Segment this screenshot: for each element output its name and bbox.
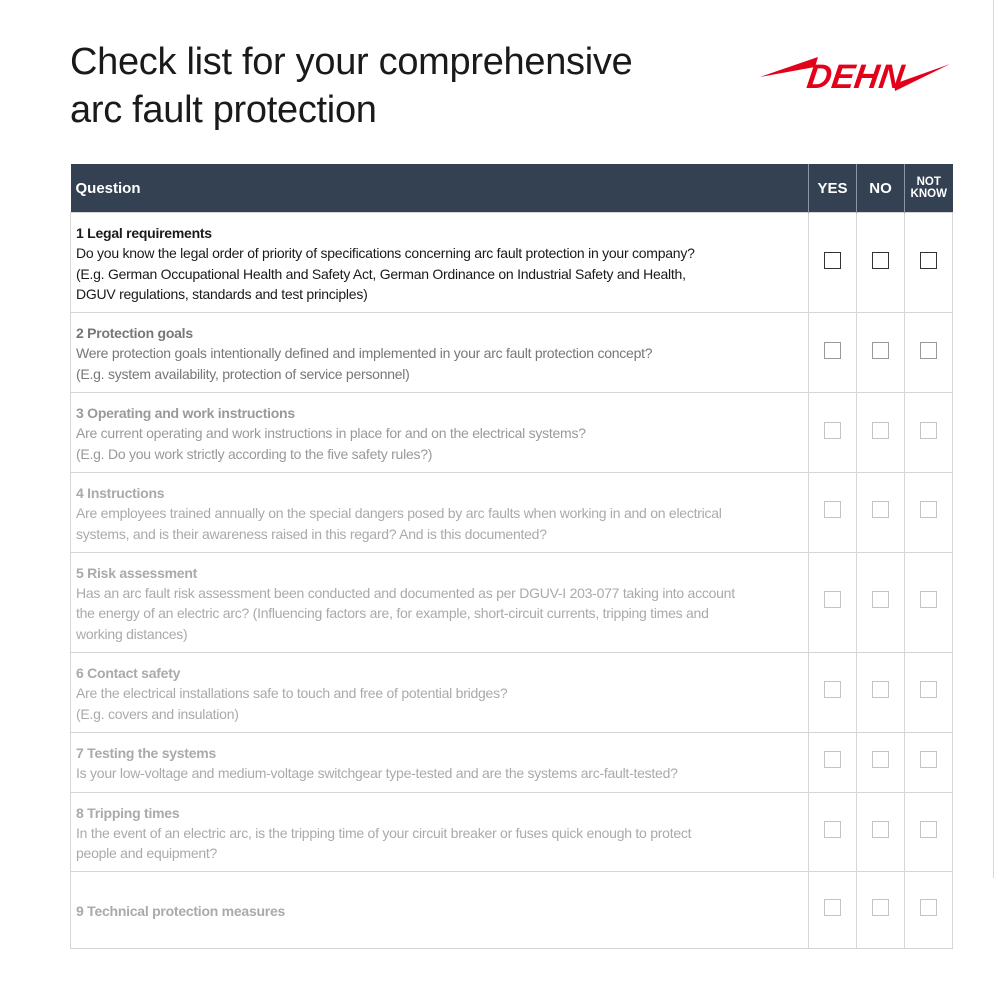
checkbox-not-know[interactable] bbox=[920, 342, 937, 359]
header-not-know-line1: NOT bbox=[916, 176, 941, 188]
checkbox-no[interactable] bbox=[872, 422, 889, 439]
table-row bbox=[71, 792, 953, 872]
checkbox-yes[interactable] bbox=[824, 821, 841, 838]
answer-cell-no bbox=[857, 653, 905, 733]
answer-cell-not-know bbox=[905, 313, 953, 393]
svg-text:DEHN: DEHN bbox=[804, 58, 907, 96]
checklist-table bbox=[70, 164, 953, 949]
header-not-know-line2: KNOW bbox=[910, 188, 947, 200]
question-text-line: systems, and is their awareness raised in this regard? And is this documented? bbox=[76, 525, 547, 542]
checkbox-yes[interactable] bbox=[824, 501, 841, 518]
answer-cell-yes bbox=[809, 213, 857, 313]
question-text-line: Were protection goals intentionally defined and implemented in your arc fault protection concept? bbox=[76, 345, 653, 362]
answer-cell-no bbox=[857, 792, 905, 872]
header-not-know bbox=[905, 164, 953, 213]
checkbox-yes[interactable] bbox=[824, 751, 841, 768]
answer-cell-no bbox=[857, 393, 905, 473]
question-heading: 4 Instructions bbox=[76, 484, 165, 501]
checkbox-yes[interactable] bbox=[824, 252, 841, 269]
checkbox-no[interactable] bbox=[872, 821, 889, 838]
table-row bbox=[71, 872, 953, 949]
question-cell bbox=[71, 872, 809, 949]
table-row bbox=[71, 732, 953, 792]
question-text-line: Are the electrical installations safe to touch and free of potential bridges? bbox=[76, 685, 508, 702]
table-row bbox=[71, 472, 953, 552]
header-yes: YES bbox=[809, 164, 857, 213]
table-header-row bbox=[71, 164, 953, 213]
table-row bbox=[71, 213, 953, 313]
table-row bbox=[71, 393, 953, 473]
answer-cell-not-know bbox=[905, 213, 953, 313]
question-text-line: the energy of an electric arc? (Influencing factors are, for example, short-circuit currents, tripping times and bbox=[76, 605, 709, 622]
title-line-1: Check list for your comprehensive bbox=[70, 41, 633, 83]
question-text-line: Is your low-voltage and medium-voltage switchgear type-tested and are the systems arc-fault-tested? bbox=[76, 765, 678, 782]
answer-cell-no bbox=[857, 313, 905, 393]
checkbox-no[interactable] bbox=[872, 751, 889, 768]
question-cell bbox=[71, 313, 809, 393]
question-heading: 2 Protection goals bbox=[76, 325, 193, 342]
answer-cell-not-know bbox=[905, 732, 953, 792]
question-cell bbox=[71, 213, 809, 313]
question-text-line: Are current operating and work instructions in place for and on the electrical systems? bbox=[76, 425, 586, 442]
question-cell bbox=[71, 792, 809, 872]
answer-cell-not-know bbox=[905, 653, 953, 733]
checkbox-no[interactable] bbox=[872, 342, 889, 359]
title-line-2: arc fault protection bbox=[70, 89, 377, 131]
checkbox-no[interactable] bbox=[872, 591, 889, 608]
checkbox-yes[interactable] bbox=[824, 422, 841, 439]
answer-cell-not-know bbox=[905, 393, 953, 473]
answer-cell-yes bbox=[809, 792, 857, 872]
header-no: NO bbox=[857, 164, 905, 213]
question-text-line: Has an arc fault risk assessment been conducted and documented as per DGUV-I 203-077 taking into account bbox=[76, 585, 735, 602]
question-heading: 6 Contact safety bbox=[76, 665, 181, 682]
question-text-line: working distances) bbox=[76, 625, 188, 642]
checkbox-not-know[interactable] bbox=[920, 591, 937, 608]
question-text-line: (E.g. system availability, protection of service personnel) bbox=[76, 365, 410, 382]
checkbox-not-know[interactable] bbox=[920, 821, 937, 838]
question-text-line: (E.g. Do you work strictly according to the five safety rules?) bbox=[76, 445, 433, 462]
answer-cell-not-know bbox=[905, 872, 953, 949]
question-heading: 9 Technical protection measures bbox=[76, 903, 286, 920]
question-text-line: (E.g. covers and insulation) bbox=[76, 705, 239, 722]
answer-cell-not-know bbox=[905, 552, 953, 652]
question-cell bbox=[71, 472, 809, 552]
question-heading: 7 Testing the systems bbox=[76, 744, 216, 761]
checkbox-not-know[interactable] bbox=[920, 501, 937, 518]
dehn-logo bbox=[760, 44, 952, 96]
checkbox-no[interactable] bbox=[872, 501, 889, 518]
checklist-table-container bbox=[70, 164, 951, 920]
question-text-line: Do you know the legal order of priority of specifications concerning arc fault protection in your company? bbox=[76, 245, 695, 262]
answer-cell-yes bbox=[809, 653, 857, 733]
question-text-line: DGUV regulations, standards and test principles) bbox=[76, 285, 368, 302]
question-heading: 5 Risk assessment bbox=[76, 564, 198, 581]
checkbox-yes[interactable] bbox=[824, 342, 841, 359]
checkbox-not-know[interactable] bbox=[920, 681, 937, 698]
question-text-line: In the event of an electric arc, is the tripping time of your circuit breaker or fuses quick enough to protect bbox=[76, 824, 692, 841]
question-cell bbox=[71, 552, 809, 652]
answer-cell-no bbox=[857, 732, 905, 792]
checkbox-no[interactable] bbox=[872, 899, 889, 916]
checkbox-not-know[interactable] bbox=[920, 422, 937, 439]
question-heading: 3 Operating and work instructions bbox=[76, 405, 295, 422]
answer-cell-yes bbox=[809, 552, 857, 652]
question-cell bbox=[71, 732, 809, 792]
question-text-line: (E.g. German Occupational Health and Safety Act, German Ordinance on Industrial Safety and Health, bbox=[76, 265, 686, 282]
checkbox-not-know[interactable] bbox=[920, 751, 937, 768]
checkbox-yes[interactable] bbox=[824, 899, 841, 916]
answer-cell-not-know bbox=[905, 792, 953, 872]
page-edge-divider bbox=[993, 0, 994, 878]
table-row bbox=[71, 653, 953, 733]
checkbox-no[interactable] bbox=[872, 681, 889, 698]
checkbox-yes[interactable] bbox=[824, 681, 841, 698]
answer-cell-yes bbox=[809, 313, 857, 393]
checkbox-no[interactable] bbox=[872, 252, 889, 269]
question-cell bbox=[71, 393, 809, 473]
page-title bbox=[70, 38, 632, 134]
checkbox-yes[interactable] bbox=[824, 591, 841, 608]
checkbox-not-know[interactable] bbox=[920, 252, 937, 269]
question-text-line: people and equipment? bbox=[76, 845, 218, 862]
answer-cell-yes bbox=[809, 732, 857, 792]
answer-cell-yes bbox=[809, 872, 857, 949]
answer-cell-yes bbox=[809, 472, 857, 552]
answer-cell-no bbox=[857, 552, 905, 652]
table-row bbox=[71, 552, 953, 652]
answer-cell-no bbox=[857, 213, 905, 313]
question-heading: 8 Tripping times bbox=[76, 804, 180, 821]
header-question: Question bbox=[71, 164, 809, 213]
question-heading: 1 Legal requirements bbox=[76, 225, 212, 241]
question-cell bbox=[71, 653, 809, 733]
table-row bbox=[71, 313, 953, 393]
checkbox-not-know[interactable] bbox=[920, 899, 937, 916]
answer-cell-no bbox=[857, 872, 905, 949]
answer-cell-no bbox=[857, 472, 905, 552]
answer-cell-yes bbox=[809, 393, 857, 473]
answer-cell-not-know bbox=[905, 472, 953, 552]
question-text-line: Are employees trained annually on the special dangers posed by arc faults when working in and on electrical bbox=[76, 505, 722, 522]
